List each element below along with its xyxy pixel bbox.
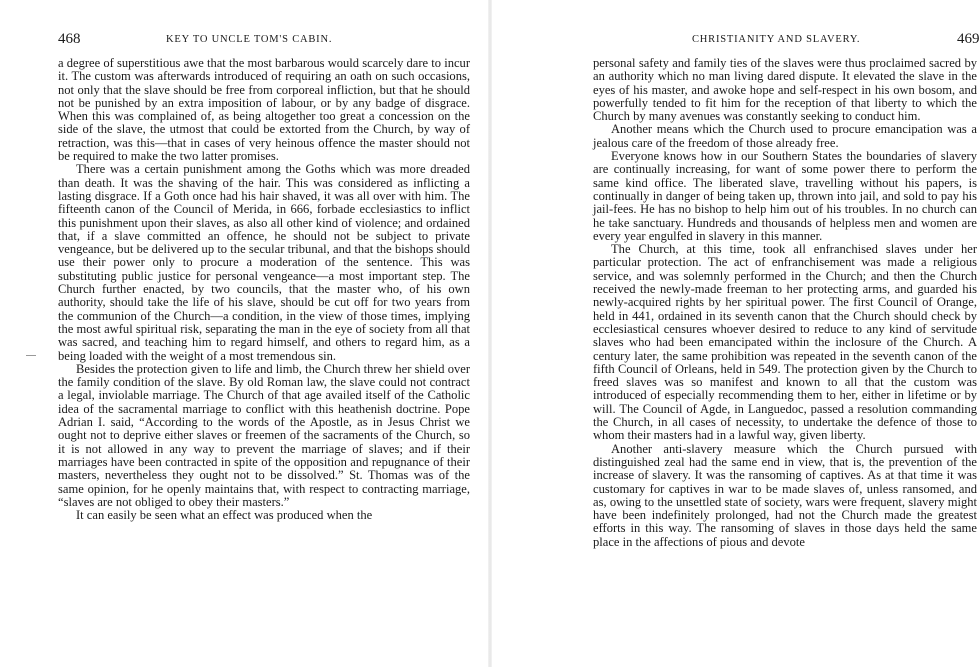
paragraph: It can easily be seen what an effect was produced when the	[76, 508, 373, 523]
paragraph: Besides the protection given to life and limb, the Church threw her shield over the family condition of the slave. By old Roman law, the slave could not contract a legal, inviolable marriage. The Church of that age availed itself of the Catholic idea of the sacramental marriage to conflict with this heathenish doctrine. Pope Adrian I. said, “According to the words of the Apostle, as in Jesus Christ we ought not to deprive either slaves or freemen of the sacraments of the Church, so it is not allowed in any way to prevent the marriage of slaves; and if their marriages have been contracted in spite of the opposition and repugnance of their masters, nevertheless they ought not to be dissolved.” St. Thomas was of the same opinion, for he openly maintains that, with respect to contracting marriage, “slaves are not obliged to obey their masters.”	[58, 361, 470, 509]
paragraph: Everyone knows how in our Southern States the boundaries of slavery are continually increasing, for want of some power there to perform the same kind office. The liberated slave, travelling without his papers, is continually in danger of being taken up, thrown into jail, and sold to pay his jail-fees. He has no bishop to help him out of his troubles. In no church can he take sanctuary. Hundreds and thousands of helpless men and women are every year engulfed in slavery in this manner.	[593, 149, 977, 243]
paragraph: Another anti-slavery measure which the Church pursued with distinguished zeal had the same end in view, that is, the prevention of the increase of slavery. It was the ransoming of captives. As at that time it was customary for captives in war to be made slaves of, unless ransomed, and as, owing to the unsettled state of society, wars were frequent, slavery might have been indefinitely prolonged, had not the Church made the greatest efforts in this way. The ransoming of slaves in those days held the same place in the affections of pious and devote	[593, 441, 977, 549]
right-page	[490, 0, 980, 667]
page-number-right: 469	[957, 31, 980, 47]
margin-mark	[26, 355, 36, 356]
running-head-right: CHRISTIANITY AND SLAVERY.	[692, 34, 861, 45]
paragraph: Another means which the Church used to procure emancipation was a jealous care of the freedom of those already free.	[593, 122, 977, 150]
left-body-text	[58, 57, 470, 522]
paragraph: There was a certain punishment among the Goths which was more dreaded than death. It was the shaving of the hair. This was considered as inflicting a lasting disgrace. If a Goth once had his hair shaved, it was all over with him. The fifteenth canon of the Council of Merida, in 666, forbade ecclesiastics to inflict this punishment upon their slaves, as also all other kind of violence; and ordained that, if a slave committed an offence, he should not be subject to private vengeance, but be delivered up to the secular tribunal, and that the bishops should use their power only to procure a moderation of the sentence. This was substituting public justice for personal vengeance—a most important step. The Church further enacted, by two councils, that the master who, of his own authority, should take the life of his slave, should be cut off for two years from the communion of the Church—a condition, in the view of those times, implying the most awful spiritual risk, separating the man in the eye of society from all that was sacred, and teaching him to regard himself, and others to regard him, as a being loaded with the weight of a most tremendous sin.	[58, 162, 470, 363]
paragraph: a degree of superstitious awe that the most barbarous would scarcely dare to incur it. The custom was afterwards introduced of requiring an oath on such occasions, not only that the slave should be free from corporeal infliction, but that he should not be punished by an extra imposition of labour, or by any badge of disgrace. When this was complained of, as being altogether too great a concession on the side of the slave, the utmost that could be extorted from the Church, by way of retraction, was this—that in cases of very heinous offence the master should not be required to make the two latter promises.	[58, 56, 470, 164]
running-head-left: KEY TO UNCLE TOM'S CABIN.	[166, 34, 333, 45]
right-body-text	[593, 57, 977, 549]
page-number-left: 468	[58, 31, 81, 47]
paragraph: The Church, at this time, took all enfranchised slaves under her particular protection. The act of enfranchisement was made a religious service, and was solemnly performed in the Church; and then the Church received the newly-made freeman to her protecting arms, and guarded his newly-acquired rights by her spiritual power. The first Council of Orange, held in 441, ordained in its seventh canon that the Church should check by ecclesiastical censures whoever desired to reduce to any kind of servitude slaves who had been emancipated within the inclosure of the Church. A century later, the same prohibition was repeated in the seventh canon of the fifth Council of Orleans, held in 549. The protection given by the Church to freed slaves was so manifest and known to all that the custom was introduced of especially recommending them to her, either in lifetime or by will. The Council of Agde, in Languedoc, passed a resolution commanding the Church, in all cases of necessity, to undertake the defence of those to whom their masters had in a lawful way, given liberty.	[593, 242, 977, 443]
paragraph: personal safety and family ties of the slaves were thus proclaimed sacred by an authority which no man living dared dispute. It elevated the slave in the eyes of his master, and awoke hope and self-respect in his own bosom, and powerfully tended to fit him for the reception of that liberty to which the Church by many avenues was constantly seeking to conduct him.	[593, 56, 977, 124]
